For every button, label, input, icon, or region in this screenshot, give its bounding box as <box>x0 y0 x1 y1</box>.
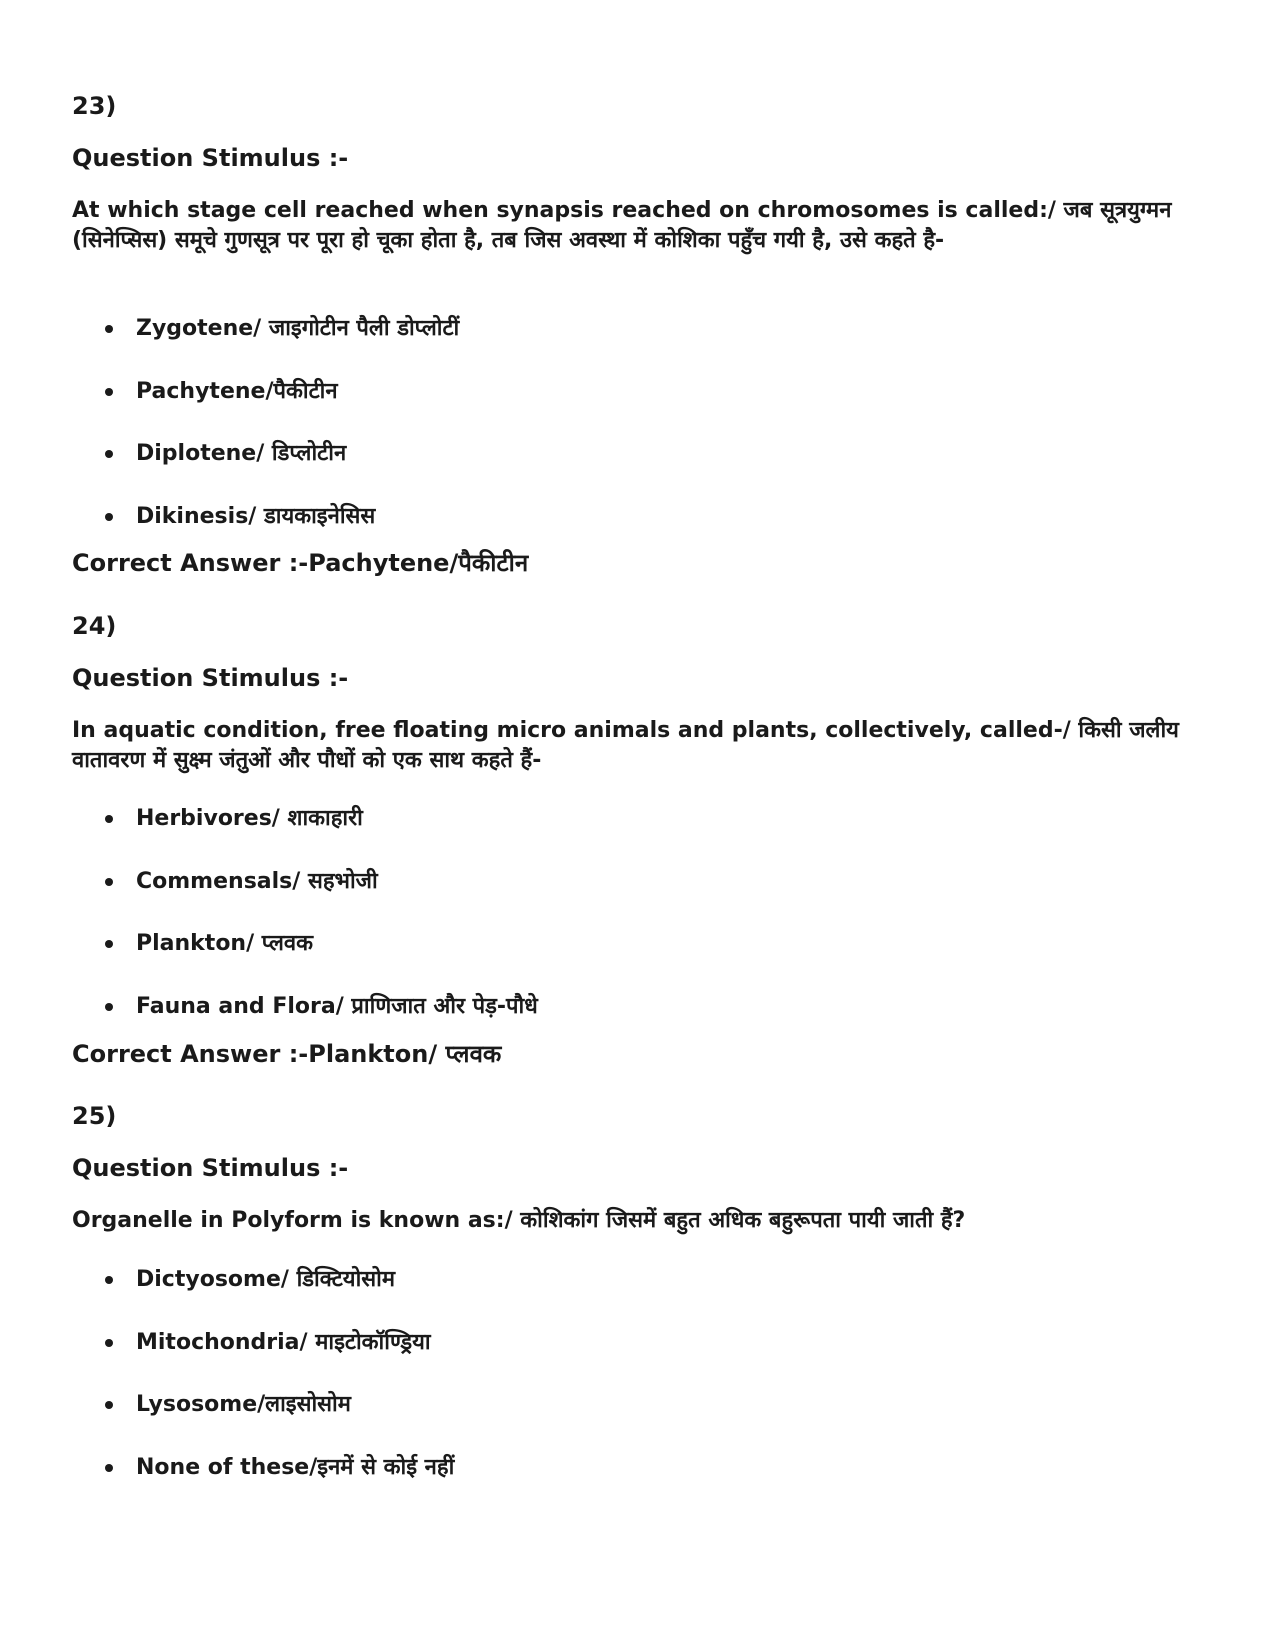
bullet-icon <box>105 1464 113 1472</box>
bullet-icon <box>105 940 113 948</box>
option-text: Diplotene/ डिप्लोटीन <box>136 441 347 466</box>
option-text: Plankton/ प्लवक <box>136 931 314 956</box>
bullet-icon <box>105 1339 113 1347</box>
option-item <box>72 930 1172 993</box>
question-stimulus: In aquatic condition, free floating micro animals and plants, collectively, called-/ किसी जलीय वातावरण में सुक्ष्म जंतुओं और पौधों को एक साथ कहते हैं- <box>72 718 1179 773</box>
option-item <box>72 1391 1172 1454</box>
option-list <box>72 1266 1172 1516</box>
option-text: Mitochondria/ माइटोकॉण्ड्रिया <box>136 1329 431 1355</box>
option-text: Herbivores/ शाकाहारी <box>136 806 363 831</box>
bullet-icon <box>105 513 113 521</box>
bullet-icon <box>105 815 113 823</box>
correct-answer: Correct Answer :-Pachytene/पैकीटीन <box>72 549 529 577</box>
question-number: 23) <box>72 92 117 120</box>
bullet-icon <box>105 1003 113 1011</box>
question-number: 24) <box>72 612 117 640</box>
bullet-icon <box>105 325 113 333</box>
correct-answer: Correct Answer :-Plankton/ प्लवक <box>72 1040 502 1068</box>
option-list <box>72 805 1172 1055</box>
question-stimulus: Organelle in Polyform is known as:/ कोशिकांग जिसमें बहुत अधिक बहुरूपता पायी जाती हैं? <box>72 1208 966 1233</box>
stimulus-label: Question Stimulus :- <box>72 144 349 172</box>
bullet-icon <box>105 1401 113 1409</box>
option-text: Lysosome/लाइसोसोम <box>136 1392 351 1417</box>
option-item <box>72 1266 1172 1329</box>
option-item <box>72 868 1172 931</box>
bullet-icon <box>105 1276 113 1284</box>
option-text: Zygotene/ जाइगोटीन पैली डोप्लोटीं <box>136 316 460 341</box>
option-text: None of these/इनमें से कोई नहीं <box>136 1454 455 1480</box>
question-number: 25) <box>72 1102 117 1130</box>
option-text: Dikinesis/ डायकाइनेसिस <box>136 503 376 529</box>
option-item <box>72 315 1172 378</box>
stimulus-label: Question Stimulus :- <box>72 1154 349 1182</box>
option-item <box>72 805 1172 868</box>
option-text: Dictyosome/ डिक्टियोसोम <box>136 1267 395 1292</box>
option-list <box>72 315 1172 565</box>
bullet-icon <box>105 450 113 458</box>
question-stimulus: At which stage cell reached when synapsis reached on chromosomes is called:/ जब सूत्रयुग्मन (सिनेप्सिस) समूचे गुणसूत्र पर पूरा हो चूका होता है, तब जिस अवस्था में कोशिका पहुँच गयी है, उसे कहते है- <box>72 198 1172 253</box>
option-item <box>72 378 1172 441</box>
option-text: Fauna and Flora/ प्राणिजात और पेड़-पौधे <box>136 993 538 1019</box>
option-text: Commensals/ सहभोजी <box>136 868 378 894</box>
bullet-icon <box>105 878 113 886</box>
stimulus-label: Question Stimulus :- <box>72 664 349 692</box>
option-item <box>72 440 1172 503</box>
option-item <box>72 1454 1172 1517</box>
option-text: Pachytene/पैकीटीन <box>136 378 338 404</box>
bullet-icon <box>105 388 113 396</box>
option-item <box>72 1329 1172 1392</box>
